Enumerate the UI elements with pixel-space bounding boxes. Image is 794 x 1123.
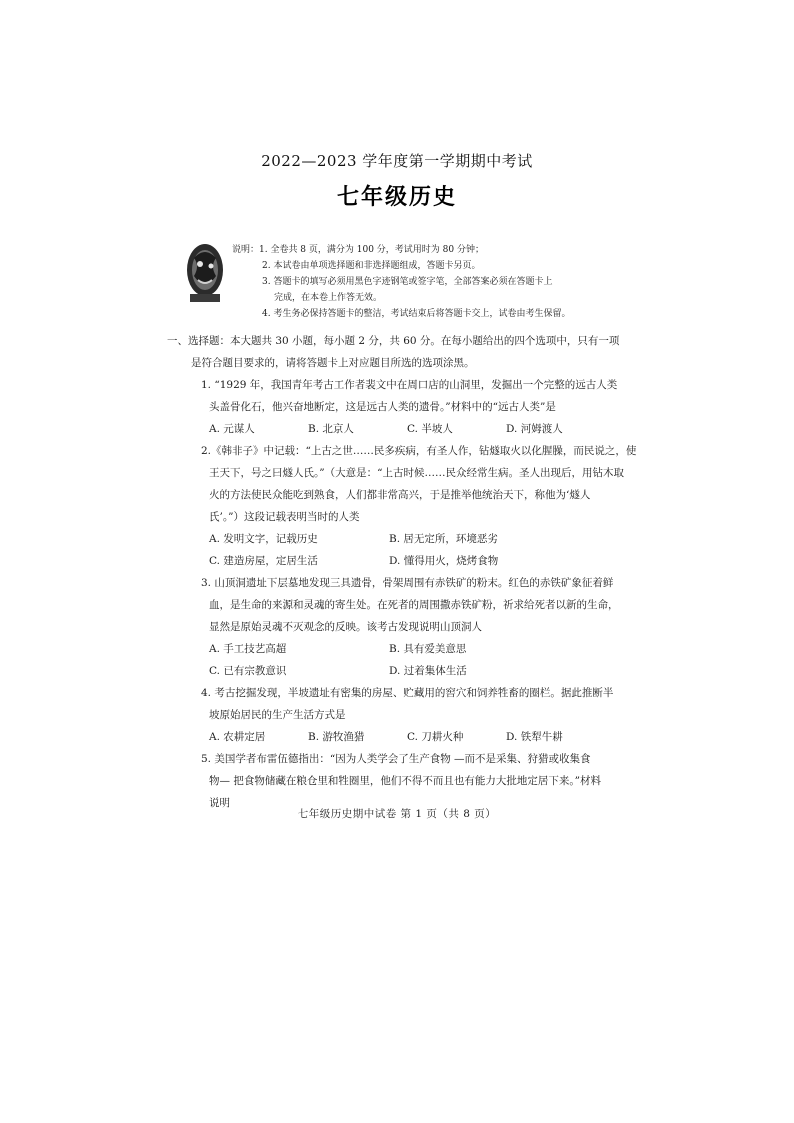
instruction-line: 4. 考生务必保持答题卡的整洁，考试结束后将答题卡交上，试卷由考生保留。 [262, 309, 571, 319]
instruction-line: 2. 本试卷由单项选择题和非选择题组成，答题卡另页。 [262, 261, 481, 271]
section-intro: 是符合题目要求的，请将答题卡上对应题目所选的选项涂黑。 [191, 357, 475, 369]
question-3-stem: 显然是原始灵魂不灭观念的反映。该考古发现说明山顶洞人 [209, 621, 482, 633]
question-3-stem: 血，是生命的来源和灵魂的寄生处。在死者的周围撒赤铁矿粉，祈求给死者以新的生命， [209, 599, 619, 611]
question-2-options [175, 550, 605, 572]
option-c: C. 建造房屋，定居生活 [209, 555, 318, 567]
question-1-stem: 头盖骨化石，他兴奋地断定，这是远古人类的遗骨。”材料中的“远古人类”是 [209, 401, 556, 413]
question-5-stem: 物— 把食物储藏在粮仓里和牲圈里，他们不得不而且也有能力大批地定居下来。”材料 [209, 775, 601, 787]
option-c: C. 半坡人 [407, 423, 453, 435]
option-c: C. 刀耕火种 [407, 731, 464, 743]
question-5-stem: 5. 美国学者布雷伍德指出：“因为人类学会了生产食物 —而不是采集、狩猎或收集食 [201, 753, 591, 765]
question-5-stem: 说明 [209, 797, 230, 809]
question-3-stem: 3. 山顶洞遗址下层墓地发现三具遗骨，骨架周围有赤铁矿的粉末。红色的赤铁矿象征着鲜 [201, 577, 614, 589]
question-3-options [175, 638, 605, 660]
option-a: A. 手工技艺高超 [209, 643, 287, 655]
page-footer: 七年级历史期中试卷 第 1 页（共 8 页） [297, 808, 497, 820]
exam-title: 2022—2023 学年度第一学期期中考试 [261, 152, 533, 170]
instruction-line: 完成，在本卷上作答无效。 [274, 293, 383, 303]
option-d: D. 河姆渡人 [506, 423, 563, 435]
option-d: D. 懂得用火，烧烤食物 [389, 555, 499, 567]
question-2-options [175, 528, 605, 550]
question-1-stem: 1. “1929 年，我国青年考古工作者裴文中在周口店的山洞里，发掘出一个完整的远古人类 [201, 379, 618, 391]
option-d: D. 铁犁牛耕 [506, 731, 563, 743]
subject-title: 七年级历史 [336, 184, 457, 210]
question-2-stem: 氏’。”）这段记载表明当时的人类 [209, 511, 360, 523]
question-content [167, 330, 637, 814]
exam-instructions [232, 242, 612, 322]
instruction-line: 3. 答题卡的填写必须用黑色字迹钢笔或签字笔，全部答案必须在答题卡上 [262, 277, 553, 287]
instruction-line: 说明：1. 全卷共 8 页，满分为 100 分，考试用时为 80 分钟； [232, 245, 484, 255]
option-b: B. 居无定所，环境恶劣 [389, 533, 498, 545]
option-c: C. 已有宗教意识 [209, 665, 287, 677]
option-a: A. 农耕定居 [209, 731, 266, 743]
question-2-stem: 火的方法使民众能吃到熟食，人们都非常高兴，于是推举他统治天下，称他为‘燧人 [209, 489, 591, 501]
option-b: B. 北京人 [308, 423, 354, 435]
section-intro: 一、选择题：本大题共 30 小题，每小题 2 分，共 60 分。在每小题给出的四个选项中，只有一项 [167, 335, 620, 347]
question-1-options [175, 418, 605, 440]
option-b: B. 游牧渔猎 [308, 731, 365, 743]
option-a: A. 元谋人 [209, 423, 255, 435]
option-a: A. 发明文字，记载历史 [209, 533, 318, 545]
question-2-stem: 2.《韩非子》中记载：“上古之世……民多疾病，有圣人作，钻燧取火以化腥臊，而民说之，使 [201, 445, 637, 457]
question-2-stem: 王天下，号之曰燧人氏。”（大意是：“上古时候……民众经常生病。圣人出现后，用钻木取 [209, 467, 624, 479]
question-3-options [175, 660, 605, 682]
question-4-stem: 坡原始居民的生产生活方式是 [209, 709, 346, 721]
option-b: B. 具有爱美意思 [389, 643, 467, 655]
question-4-stem: 4. 考古挖掘发现，半坡遗址有密集的房屋、贮藏用的窖穴和饲养牲畜的圈栏。据此推断半 [201, 687, 614, 699]
decorative-seal-icon [180, 236, 230, 306]
option-d: D. 过着集体生活 [389, 665, 467, 677]
question-4-options [175, 726, 605, 748]
